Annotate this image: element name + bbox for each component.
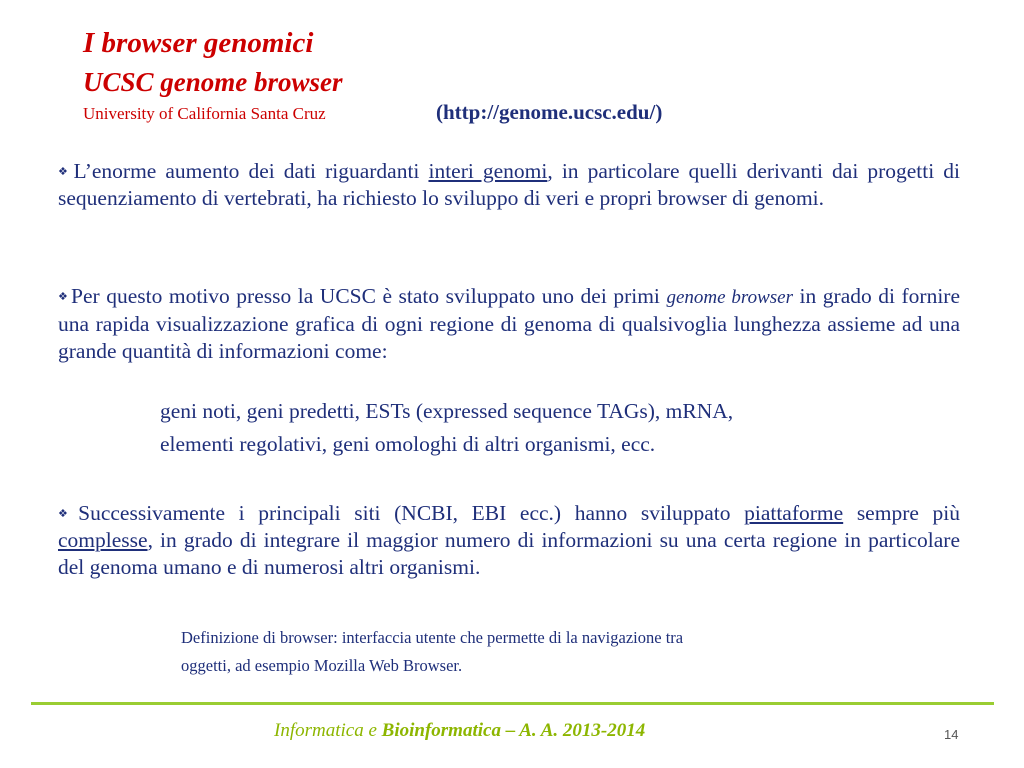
slide-title: I browser genomici	[83, 27, 314, 59]
ucsc-url: (http://genome.ucsc.edu/)	[436, 100, 663, 124]
footer-course-title: Informatica e Bioinformatica – A. A. 2013-2014	[274, 720, 646, 741]
list-line: geni noti, geni predetti, ESTs (expressed sequence TAGs), mRNA,	[160, 399, 734, 423]
italic-term: genome browser	[666, 287, 794, 308]
bullet-icon: ❖	[58, 165, 72, 178]
page-number: 14	[944, 727, 959, 742]
underlined-term: piattaforme	[744, 501, 844, 525]
institution-name: University of California Santa Cruz	[83, 104, 326, 123]
browser-definition-note	[181, 624, 881, 680]
list-line: elementi regolativi, geni omologhi di altri organismi, ecc.	[160, 432, 656, 456]
underlined-term: complesse	[58, 528, 148, 552]
slide-subtitle: UCSC genome browser	[83, 67, 343, 97]
note-line: Definizione di browser: interfaccia utente che permette di la navigazione tra	[181, 628, 684, 647]
note-line: oggetti, ad esempio Mozilla Web Browser.	[181, 656, 463, 675]
bullet-icon: ❖	[58, 507, 77, 520]
underlined-term: interi genomi	[428, 159, 548, 183]
footer-divider	[31, 702, 994, 705]
paragraph-genome-browser: ❖Per questo motivo presso la UCSC è stato sviluppato uno dei primi genome browser in grado di fornire una rapida visualizzazione grafica di ogni regione di genoma di qualsivoglia lunghezza assieme ad una grande quantità di informazioni come:	[58, 284, 960, 363]
paragraph-platforms: ❖Successivamente i principali siti (NCBI, EBI ecc.) hanno sviluppato piattaforme sempre più complesse, in grado di integrare il maggior numero di informazioni su una certa regione in particolare del genoma umano e di numerosi altri organismi.	[58, 501, 960, 579]
bullet-icon: ❖	[58, 290, 70, 303]
paragraph-whole-genomes: ❖L’enorme aumento dei dati riguardanti interi genomi, in particolare quelli derivanti dai progetti di sequenziamento di vertebrati, ha richiesto lo sviluppo di veri e propri browser di genomi.	[58, 159, 960, 210]
